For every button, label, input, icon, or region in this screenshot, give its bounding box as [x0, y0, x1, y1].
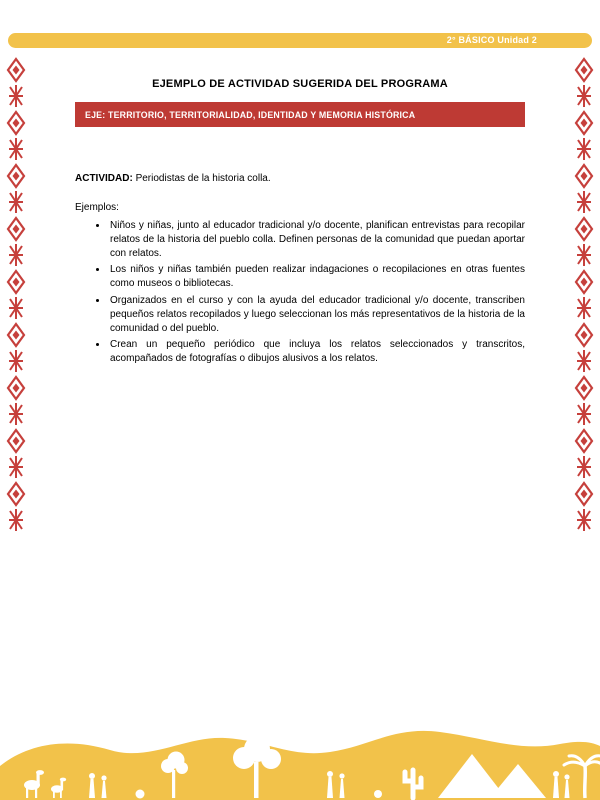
right-textile-border-icon	[573, 57, 595, 535]
list-item	[108, 338, 525, 366]
list-item-text: Crean un pequeño periódico que incluya los relatos seleccionados y transcritos, acompañados de fotografías o dibujos alusivos a los relatos.	[110, 339, 525, 365]
page-title: EJEMPLO DE ACTIVIDAD SUGERIDA DEL PROGRAMA	[152, 78, 448, 90]
list-item	[108, 294, 525, 335]
unit-badge-bar	[8, 33, 592, 48]
list-item-text: Organizados en el curso y con la ayuda del educador tradicional y/o docente, transcriben pequeños relatos recopilados y luego seleccionan los más representativos de la historia de la comunidad o del pueblo.	[110, 294, 525, 334]
list-item-text: Niños y niñas, junto al educador tradicional y/o docente, planifican entrevistas para recopilar relatos de la historia del pueblo colla. Definen personas de la comunidad que puedan aportar con relatos.	[110, 220, 525, 259]
list-item-text: Los niños y niñas también pueden realizar indagaciones o recopilaciones en otras fuentes como museos o bibliotecas.	[110, 264, 525, 290]
footer-landscape-icon	[0, 708, 600, 800]
activity-line	[75, 173, 525, 184]
activity-label: ACTIVIDAD:	[75, 173, 133, 184]
examples-list	[75, 219, 525, 366]
bush-icon	[136, 790, 145, 799]
activity-text: Periodistas de la historia colla.	[135, 173, 271, 184]
list-item	[108, 219, 525, 260]
examples-label: Ejemplos:	[75, 202, 119, 213]
bush-icon	[374, 790, 382, 798]
left-textile-border-icon	[5, 57, 27, 535]
unit-badge: 2° BÁSICO Unidad 2	[446, 35, 537, 45]
eje-banner	[75, 102, 525, 127]
list-item	[108, 263, 525, 291]
page-content	[75, 78, 525, 369]
eje-banner-text: EJE: TERRITORIO, TERRITORIALIDAD, IDENTIDAD Y MEMORIA HISTÓRICA	[85, 109, 416, 120]
